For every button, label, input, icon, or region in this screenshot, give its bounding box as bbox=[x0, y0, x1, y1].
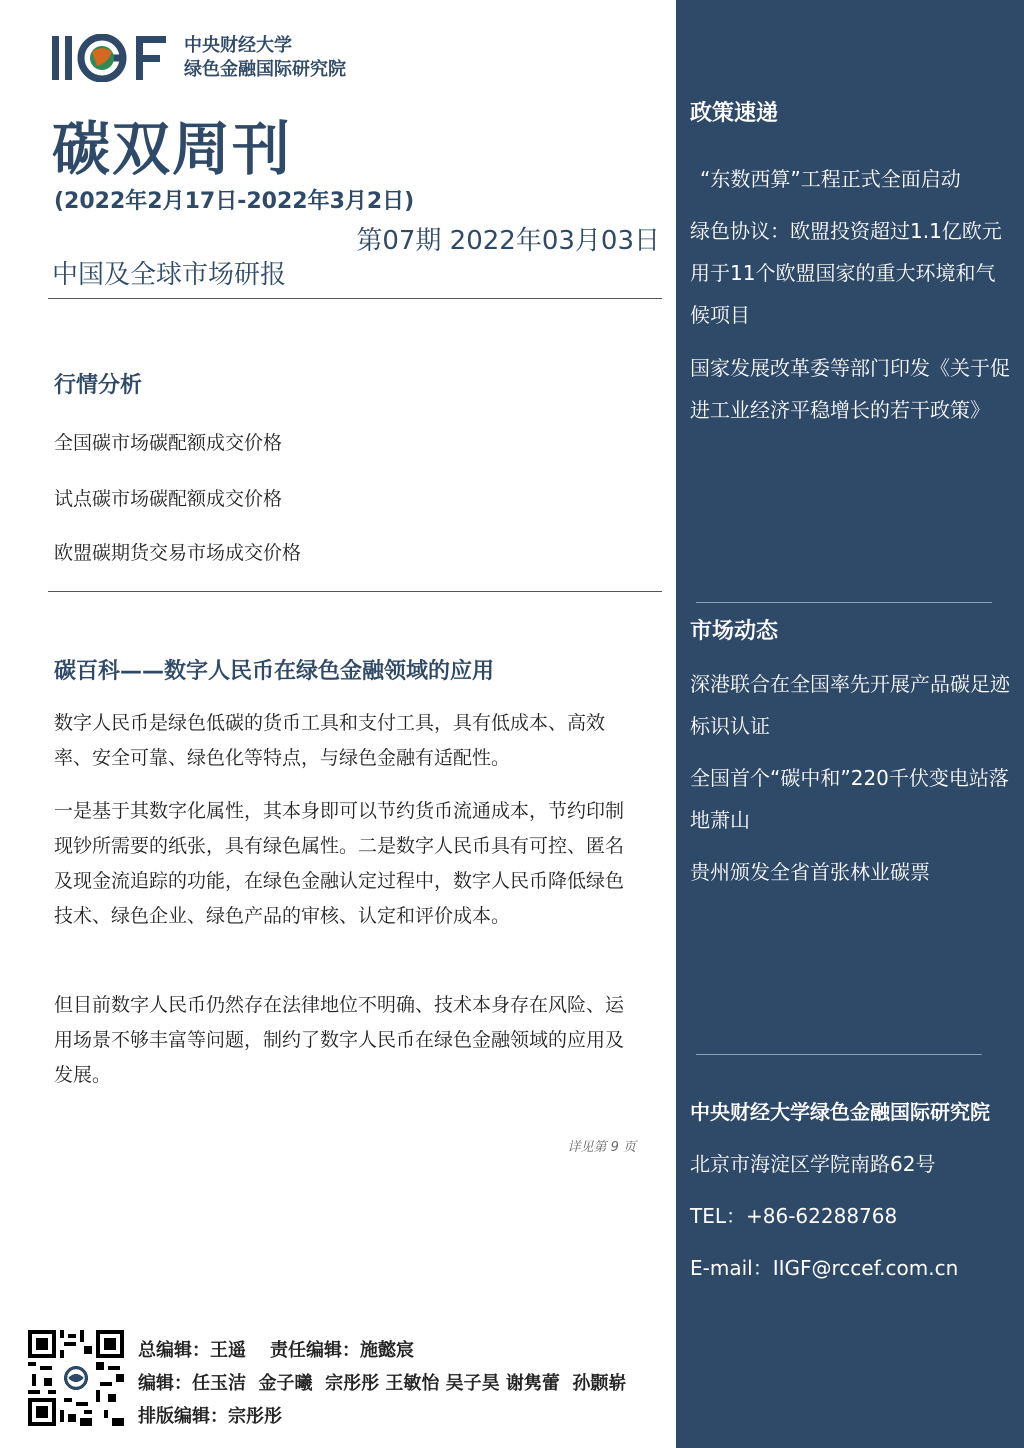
iigf-logo bbox=[52, 34, 170, 82]
divider bbox=[48, 298, 662, 299]
market-analysis-item[interactable]: 全国碳市场碳配额成交价格 bbox=[54, 432, 283, 454]
issue-number-date: 第07期 2022年03月03日 bbox=[356, 226, 660, 256]
chief-editor-label: 总编辑： bbox=[138, 1340, 210, 1361]
contact-tel: TEL：+86-62288768 bbox=[690, 1204, 898, 1228]
qr-code bbox=[28, 1330, 124, 1426]
layout-editor: 宗彤彤 bbox=[228, 1406, 282, 1427]
encyclopedia-heading: 碳百科——数字人民币在绿色金融领域的应用 bbox=[54, 659, 495, 684]
encyclopedia-paragraph: 数字人民币是绿色低碳的货币工具和支付工具，具有低成本、高效率、安全可靠、绿色化等特点，与绿色金融有适配性。 bbox=[54, 712, 606, 769]
contact-address: 北京市海淀区学院南路62号 bbox=[690, 1152, 936, 1176]
editors-names: 任玉洁 金子曦 宗彤彤 王敏怡 吴子昊 谢隽蕾 孙颢崭 bbox=[192, 1373, 627, 1394]
sidebar-divider bbox=[696, 602, 992, 603]
market-analysis-heading: 行情分析 bbox=[54, 373, 143, 398]
subtitle: 中国及全球市场研报 bbox=[52, 260, 287, 290]
market-heading: 市场动态 bbox=[690, 619, 779, 644]
editors-line-3 bbox=[138, 1400, 626, 1433]
chief-editor: 王遥 bbox=[210, 1340, 246, 1361]
institute-name-line1: 中央财经大学 bbox=[184, 35, 292, 56]
institute-name bbox=[184, 34, 346, 82]
policy-item[interactable]: 绿色协议：欧盟投资超过1.1亿欧元用于11个欧盟国家的重大环境和气候项目 bbox=[690, 219, 1002, 327]
encyclopedia-paragraph: 但目前数字人民币仍然存在法律地位不明确、技术本身存在风险、运用场景不够丰富等问题，制约了数字人民币在绿色金融领域的应用及发展。 bbox=[54, 994, 625, 1086]
contact-email[interactable]: E-mail：IIGF@rccef.com.cn bbox=[690, 1256, 959, 1280]
responsible-editor: 施懿宸 bbox=[360, 1340, 414, 1361]
see-more-link[interactable]: 详见第 9 页 bbox=[567, 1140, 636, 1155]
editors-line-2 bbox=[138, 1367, 626, 1400]
market-item[interactable]: 贵州颁发全省首张林业碳票 bbox=[690, 860, 930, 884]
layout-editor-label: 排版编辑： bbox=[138, 1406, 228, 1427]
responsible-editor-label: 责任编辑： bbox=[270, 1340, 360, 1361]
market-analysis-item[interactable]: 试点碳市场碳配额成交价格 bbox=[54, 488, 283, 510]
policy-item[interactable]: “东数西算”工程正式全面启动 bbox=[700, 167, 961, 191]
sidebar-divider bbox=[696, 1054, 982, 1055]
encyclopedia-paragraph: 一是基于其数字化属性，其本身即可以节约货币流通成本，节约印制现钞所需要的纸张，具有绿色属性。二是数字人民币具有可控、匿名及现金流追踪的功能，在绿色金融认定过程中，数字人民币降低绿色技术、绿色企业、绿色产品的审核、认定和评价成本。 bbox=[54, 800, 625, 927]
market-item[interactable]: 深港联合在全国率先开展产品碳足迹标识认证 bbox=[690, 672, 1010, 738]
editors-block bbox=[138, 1334, 626, 1433]
page-title: 碳双周刊 bbox=[52, 115, 293, 183]
contact-institution: 中央财经大学绿色金融国际研究院 bbox=[690, 1100, 990, 1124]
market-analysis-item[interactable]: 欧盟碳期货交易市场成交价格 bbox=[54, 542, 302, 564]
editors-label: 编辑： bbox=[138, 1373, 192, 1394]
divider bbox=[48, 591, 662, 592]
institute-name-line2: 绿色金融国际研究院 bbox=[184, 59, 346, 80]
editors-line-1 bbox=[138, 1334, 626, 1367]
policy-heading: 政策速递 bbox=[690, 101, 779, 126]
date-range: (2022年2月17日-2022年3月2日) bbox=[54, 189, 415, 214]
policy-item[interactable]: 国家发展改革委等部门印发《关于促进工业经济平稳增长的若干政策》 bbox=[690, 356, 1010, 422]
market-item[interactable]: 全国首个“碳中和”220千伏变电站落地萧山 bbox=[690, 766, 1009, 832]
